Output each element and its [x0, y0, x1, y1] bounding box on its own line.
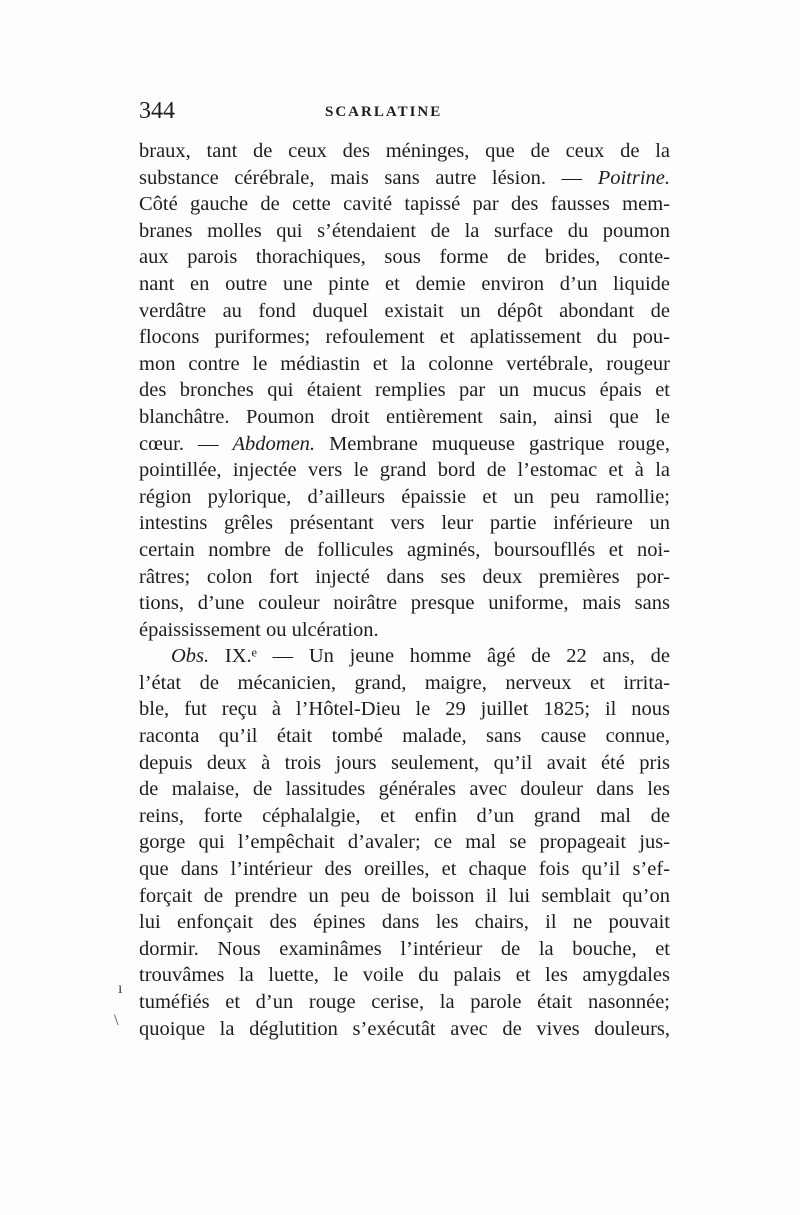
text-line: des bronches qui étaient remplies par un mucus épais et: [139, 379, 670, 402]
text-line: dormir. Nous examinâmes l’intérieur de la bouche, et: [139, 937, 670, 960]
running-title: SCARLATINE: [325, 104, 443, 120]
text-line: certain nombre de follicules agminés, boursoufllés et noi-: [139, 538, 670, 561]
text-line: braux, tant de ceux des méninges, que de ceux de la: [139, 140, 670, 162]
page-header: [139, 96, 670, 126]
text-line: tions, d’une couleur noirâtre presque uniforme, mais sans: [139, 592, 670, 615]
text-line: forçait de prendre un peu de boisson il lui semblait qu’on: [139, 884, 670, 907]
text-line: [139, 165, 670, 192]
text-segment: IX.ᵉ — Un jeune homme âgé de 22 ans, de: [209, 645, 670, 668]
text-line: [139, 643, 670, 670]
text-line: flocons puriformes; refoulement et aplatissement du pou-: [139, 326, 670, 349]
text-line: trouvâmes la luette, le voile du palais et les amygdales: [139, 964, 670, 987]
text-line: gorge qui l’empêchait d’avaler; ce mal se propageait jus-: [139, 831, 670, 854]
margin-mark: ı: [118, 980, 123, 997]
text-line: de malaise, de lassitudes générales avec douleur dans les: [139, 778, 670, 801]
italic-heading: Poitrine.: [597, 166, 670, 189]
text-segment: Membrane muqueuse gastrique rouge,: [315, 432, 670, 455]
text-line: région pylorique, d’ailleurs épaissie et un peu ramollie;: [139, 485, 670, 508]
body-text: [139, 138, 670, 1042]
text-line: tuméfiés et d’un rouge cerise, la parole était nasonnée;: [139, 991, 670, 1013]
text-line: mon contre le médiastin et la colonne vertébrale, rougeur: [139, 352, 670, 375]
text-line: l’état de mécanicien, grand, maigre, nerveux et irrita-: [139, 671, 670, 694]
page-number: 344: [139, 98, 175, 124]
text-line: nant en outre une pinte et demie environ d’un liquide: [139, 272, 670, 295]
text-line: ble, fut reçu à l’Hôtel-Dieu le 29 juillet 1825; il nous: [139, 698, 670, 721]
text-segment: substance cérébrale, mais sans autre lésion. —: [139, 166, 598, 189]
text-line: verdâtre au fond duquel existait un dépôt abondant de: [139, 299, 670, 322]
text-line: branes molles qui s’étendaient de la surface du poumon: [139, 219, 670, 242]
text-line: épaississement ou ulcération.: [139, 618, 379, 641]
italic-heading: Obs.: [171, 645, 210, 668]
text-line: [139, 431, 670, 458]
text-line: blanchâtre. Poumon droit entièrement sain, ainsi que le: [139, 405, 670, 428]
text-line: intestins grêles présentant vers leur partie inférieure un: [139, 512, 670, 535]
text-line: pointillée, injectée vers le grand bord de l’estomac et à la: [139, 459, 670, 482]
margin-mark: \: [114, 1012, 119, 1029]
text-line: râtres; colon fort injecté dans ses deux premières por-: [139, 565, 670, 588]
text-line: aux parois thorachiques, sous forme de brides, conte-: [139, 246, 670, 269]
text-line: Côté gauche de cette cavité tapissé par des fausses mem-: [139, 193, 670, 216]
text-line: lui enfonçait des épines dans les chairs, il ne pouvait: [139, 911, 670, 934]
text-line: reins, forte céphalalgie, et enfin d’un grand mal de: [139, 804, 670, 827]
text-line: raconta qu’il était tombé malade, sans cause connue,: [139, 725, 670, 748]
italic-heading: Abdomen.: [232, 432, 316, 455]
text-line: quoique la déglutition s’exécutât avec de vives douleurs,: [139, 1017, 670, 1040]
text-segment: cœur. —: [139, 432, 233, 455]
text-line: que dans l’intérieur des oreilles, et chaque fois qu’il s’ef-: [139, 858, 670, 881]
text-line: depuis deux à trois jours seulement, qu’il avait été pris: [139, 751, 670, 774]
